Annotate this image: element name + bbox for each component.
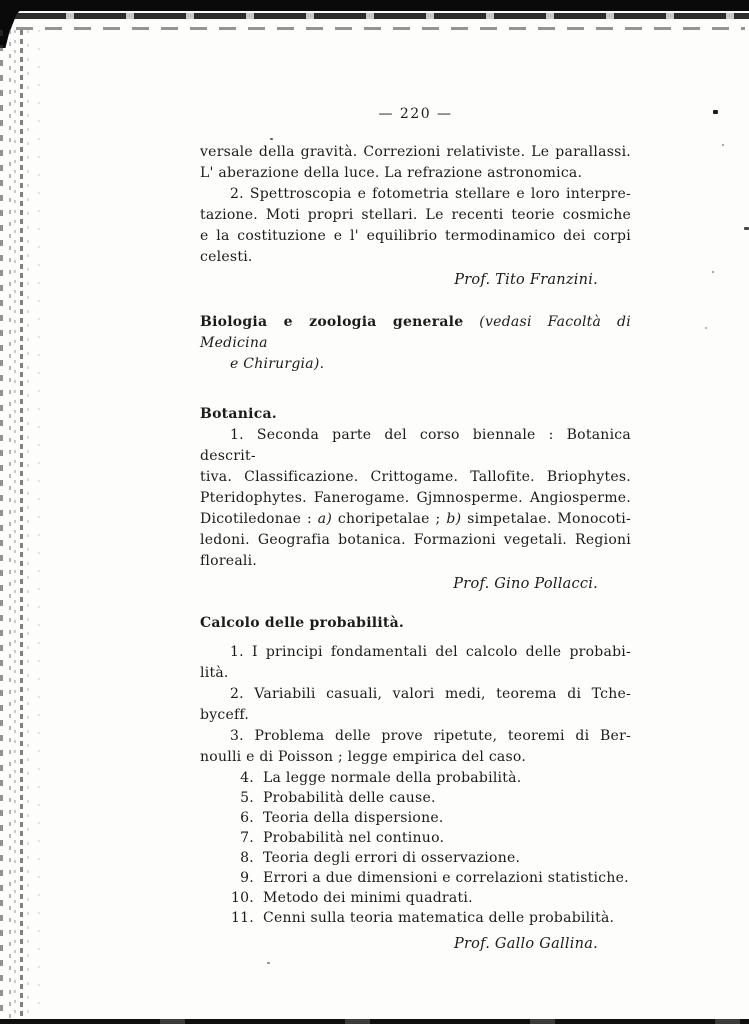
text-line: tazione. Moti propri stellari. Le recenti teorie cosmiche [200,207,631,223]
section-title-biologia [200,312,631,354]
section-calcolo [200,613,631,955]
text-line: 1. Seconda parte del corso biennale : Botanica descrit- [200,427,631,464]
text-line [200,509,631,530]
scan-binding-strip [0,30,3,1020]
scan-speck [712,271,714,273]
calcolo-item-3 [200,726,631,768]
text-line: byceff. [200,707,250,723]
list-item-text: Teoria degli errori di osservazione. [263,850,521,866]
section-botanica [200,404,631,595]
paragraph-botanica [200,425,631,572]
list-item [200,888,631,908]
scan-top-streak [14,13,749,19]
scan-binding-strip [38,30,40,1020]
list-item [200,848,631,868]
text-part-italic: a) [317,511,333,527]
list-item-number: 5. [240,790,254,806]
text-part: choripetalae ; [332,511,447,527]
scan-speck [705,327,707,329]
list-item [200,788,631,808]
title-italic-part: (vedasi Facoltà di Medicina [200,314,631,351]
text-line: e la costituzione e l' equilibrio termodinamico dei corpi [200,228,631,244]
text-line: ledoni. Geografia botanica. Formazioni vegetali. Regioni [200,532,631,548]
scan-speck [722,144,724,146]
scan-top-edge-band [0,0,749,11]
list-item-number: 10. [230,890,254,906]
title-second-line: e Chirurgia). [230,356,325,372]
text-line: L' aberazione della luce. La refrazione astronomica. [200,165,583,181]
text-line: 2. Variabili casuali, valori medi, teorema di Tche- [230,686,631,702]
list-item [200,868,631,888]
list-item-text: Teoria della dispersione. [263,810,444,826]
calcolo-item-2 [200,684,631,726]
scan-speck [713,110,718,114]
scan-binding-strip [14,30,16,1020]
text-line: noulli e di Poisson ; legge empirica del caso. [200,749,527,765]
list-item-text: Probabilità nel continuo. [263,830,445,846]
list-item [200,828,631,848]
signature-gallo-gallina: Prof. Gallo Gallina. [453,936,598,952]
calcolo-numbered-list [200,768,631,928]
scan-speck [267,962,270,964]
scan-binding-strip [20,30,23,1020]
list-item [200,808,631,828]
list-item-number: 8. [240,850,254,866]
section-title-calcolo: Calcolo delle probabilità. [200,615,405,631]
text-part: simpetalae. Monocoti- [461,511,631,527]
list-item-text: La legge normale della probabilità. [263,770,522,786]
scan-speck [744,227,749,230]
scan-binding-strip [27,30,29,1020]
text-line: floreali. [200,553,258,569]
page-number: — 220 — [378,106,453,122]
list-item-text: Probabilità delle cause. [263,790,436,806]
list-item-number: 11. [230,910,254,926]
text-line: tiva. Classificazione. Crittogame. Tallofite. Briophytes. [200,469,631,485]
list-item [200,768,631,788]
list-item-number: 6. [240,810,254,826]
paragraph-astronomia-point2 [200,184,631,268]
scan-binding-strip [9,30,11,1020]
list-item-number: 4. [240,770,254,786]
text-line: versale della gravità. Correzioni relativiste. Le parallassi. [200,144,631,160]
list-item [200,908,631,928]
list-item-text: Metodo dei minimi quadrati. [263,890,473,906]
title-bold-part: Biologia e zoologia generale [200,314,464,330]
text-part: Dicotiledonae : [200,511,318,527]
text-line: 3. Problema delle prove ripetute, teoremi di Ber- [230,728,631,744]
list-item-number: 9. [240,870,254,886]
text-part-italic: b) [446,511,462,527]
section-title-botanica: Botanica. [200,406,277,422]
signature-gino-pollacci: Prof. Gino Pollacci. [453,576,598,592]
scan-top-streak-faint [16,27,745,30]
list-item-text: Errori a due dimensioni e correlazioni statistiche. [263,870,629,886]
text-line: lità. [200,665,229,681]
list-item-number: 7. [240,830,254,846]
text-line: Pteridophytes. Fanerogame. Gjmnosperme. Angiosperme. [200,490,631,506]
signature-tito-franzini: Prof. Tito Franzini. [454,272,598,288]
text-line: 1. I principi fondamentali del calcolo delle probabi- [230,644,631,660]
scan-bottom-edge-band [0,1019,749,1024]
list-item-text: Cenni sulla teoria matematica delle probabilità. [263,910,615,926]
page-content [200,104,631,955]
text-line: 2. Spettroscopia e fotometria stellare e loro interpre- [230,186,631,202]
text-line: celesti. [200,249,253,265]
section-biologia [200,312,631,375]
calcolo-item-1 [200,642,631,684]
paragraph-astronomia-continuation [200,142,631,184]
